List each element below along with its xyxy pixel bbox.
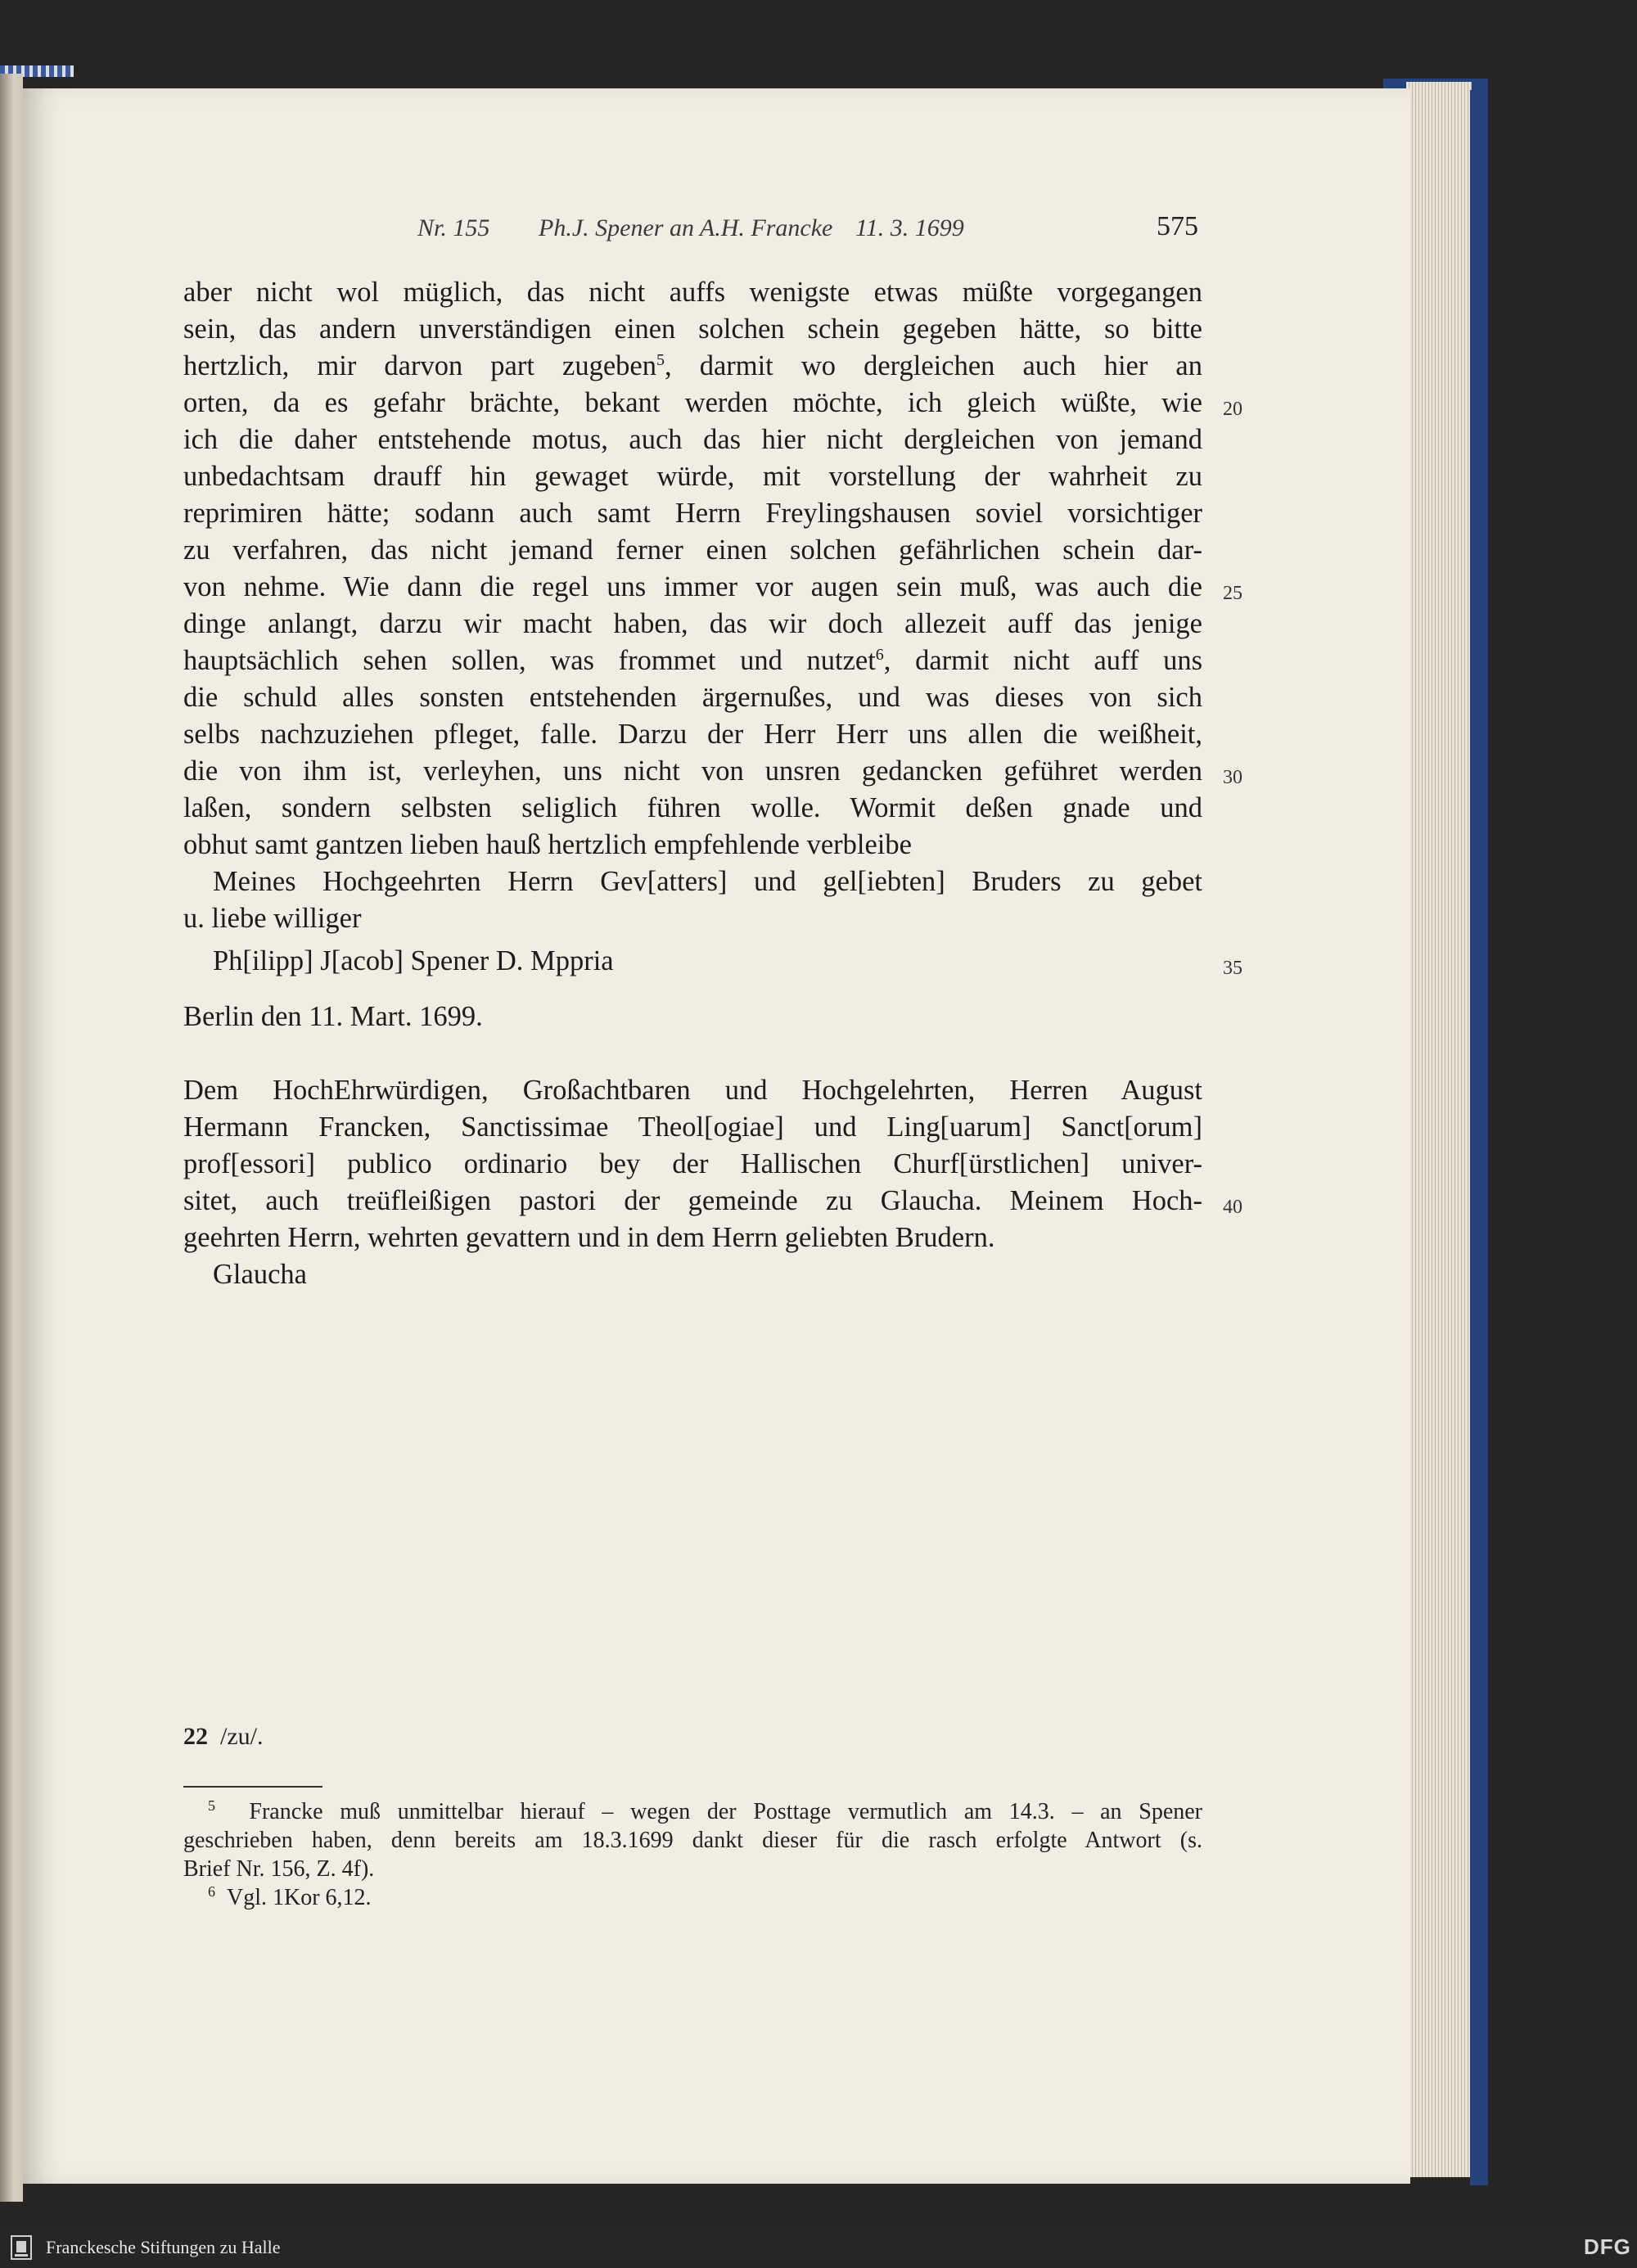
address-line: Hermann Francken, Sanctissimae Theol[ogiae] und Ling[uarum] Sanct[orum] <box>183 1111 1202 1143</box>
footnote-text: Francke muß unmittelbar hierauf – wegen der Posttage vermutlich am 14.3. – an Spener <box>249 1799 1202 1824</box>
page-edges <box>1406 82 1472 2177</box>
text-line: unbedachtsam drauff hin gewaget würde, mit vorstellung der wahrheit zu <box>183 461 1202 492</box>
line-number: 20 <box>1223 399 1242 420</box>
dateline: Berlin den 11. Mart. 1699. <box>183 1001 483 1032</box>
address-line: geehrten Herrn, wehrten gevattern und in dem Herrn geliebten Brudern. <box>183 1222 995 1253</box>
address-line: Glaucha <box>213 1259 307 1290</box>
text-line: reprimiren hätte; sodann auch samt Herrn Freylingshausen soviel vorsichtiger <box>183 498 1202 529</box>
footnote-line: geschrieben haben, denn bereits am 18.3.1699 dankt dieser für die rasch erfolgte Antwort (s. <box>183 1828 1202 1853</box>
line-number: 25 <box>1223 583 1242 604</box>
signature: Ph[ilipp] J[acob] Spener D. Mppria <box>213 945 614 976</box>
dfg-logo: DFG <box>1584 2234 1631 2259</box>
header-letter-number: Nr. 155 <box>417 214 490 241</box>
text-line: ich die daher entstehende motus, auch das hier nicht dergleichen von jemand <box>183 424 1202 455</box>
text-line: selbs nachzuziehen pfleget, falle. Darzu der Herr Herr uns allen die weißheit, <box>183 719 1202 750</box>
line-number: 30 <box>1223 767 1242 788</box>
text-line <box>183 348 1202 384</box>
address-line: Dem HochEhrwürdigen, Großachtbaren und Hochgelehrten, Herren August <box>183 1075 1202 1106</box>
apparatus-note <box>183 1723 1202 1751</box>
text-segment: hertzlich, mir darvon part zugeben <box>183 350 656 381</box>
address-line: sitet, auch treüfleißigen pastori der gemeinde zu Glaucha. Meinem Hoch- <box>183 1185 1202 1216</box>
footnote-ref: 5 <box>656 351 665 369</box>
page-number: 575 <box>1157 211 1198 241</box>
text-line: von nehme. Wie dann die regel uns immer vor augen sein muß, was auch die <box>183 571 1202 602</box>
address-line: prof[essori] publico ordinario bey der Hallischen Churf[ürstlichen] univer- <box>183 1148 1202 1179</box>
text-line: sein, das andern unverständigen einen solchen schein gegeben hätte, so bitte <box>183 313 1202 345</box>
left-page-sliver <box>0 74 23 2202</box>
header-title: Ph.J. Spener an A.H. Francke <box>539 214 833 241</box>
footnote-line: Brief Nr. 156, Z. 4f). <box>183 1856 375 1882</box>
institution-logo-icon <box>7 2233 36 2262</box>
text-line <box>183 643 1202 679</box>
text-line: dinge anlangt, darzu wir macht haben, das wir doch allezeit auff das jenige <box>183 608 1202 639</box>
text-line: zu verfahren, das nicht jemand ferner einen solchen gefährlichen schein dar- <box>183 534 1202 566</box>
text-line: laßen, sondern selbsten seliglich führen wolle. Wormit deßen gnade und <box>183 792 1202 823</box>
text-segment: , darmit nicht auff uns <box>883 645 1202 676</box>
footnote-line <box>183 1798 1202 1826</box>
footnote-ref: 6 <box>875 646 884 664</box>
footnote-text: Vgl. 1Kor 6,12. <box>227 1885 372 1910</box>
footnote-mark: 6 <box>208 1883 215 1900</box>
header-date: 11. 3. 1699 <box>855 214 964 241</box>
line-number: 35 <box>1223 958 1242 979</box>
text-line: die von ihm ist, verleyhen, uns nicht von unsren gedancken geführet werden <box>183 755 1202 787</box>
apparatus-text: /zu/. <box>220 1723 264 1750</box>
closing-line: u. liebe williger <box>183 903 362 934</box>
footnote-line <box>183 1884 1202 1912</box>
text-line: aber nicht wol müglich, das nicht auffs wenigste etwas müßte vorgegangen <box>183 277 1202 308</box>
book-cover-right <box>1470 90 1488 2185</box>
footnote-rule <box>183 1786 322 1788</box>
footer-institution[interactable]: Franckesche Stiftungen zu Halle <box>46 2237 281 2257</box>
footnote-mark: 5 <box>208 1797 215 1814</box>
apparatus-line-ref: 22 <box>183 1723 208 1750</box>
text-segment: hauptsächlich sehen sollen, was frommet und nutzet <box>183 645 876 676</box>
text-line: die schuld alles sonsten entstehenden ärgernußes, und was dieses von sich <box>183 682 1202 713</box>
line-number: 40 <box>1223 1197 1242 1218</box>
text-segment: , darmit wo dergleichen auch hier an <box>664 350 1202 381</box>
text-line: orten, da es gefahr brächte, bekant werden möchte, ich gleich wüßte, wie <box>183 387 1202 418</box>
text-line: obhut samt gantzen lieben hauß hertzlich empfehlende verbleibe <box>183 829 912 860</box>
closing-line: Meines Hochgeehrten Herrn Gev[atters] und gel[iebten] Bruders zu gebet <box>213 866 1202 897</box>
